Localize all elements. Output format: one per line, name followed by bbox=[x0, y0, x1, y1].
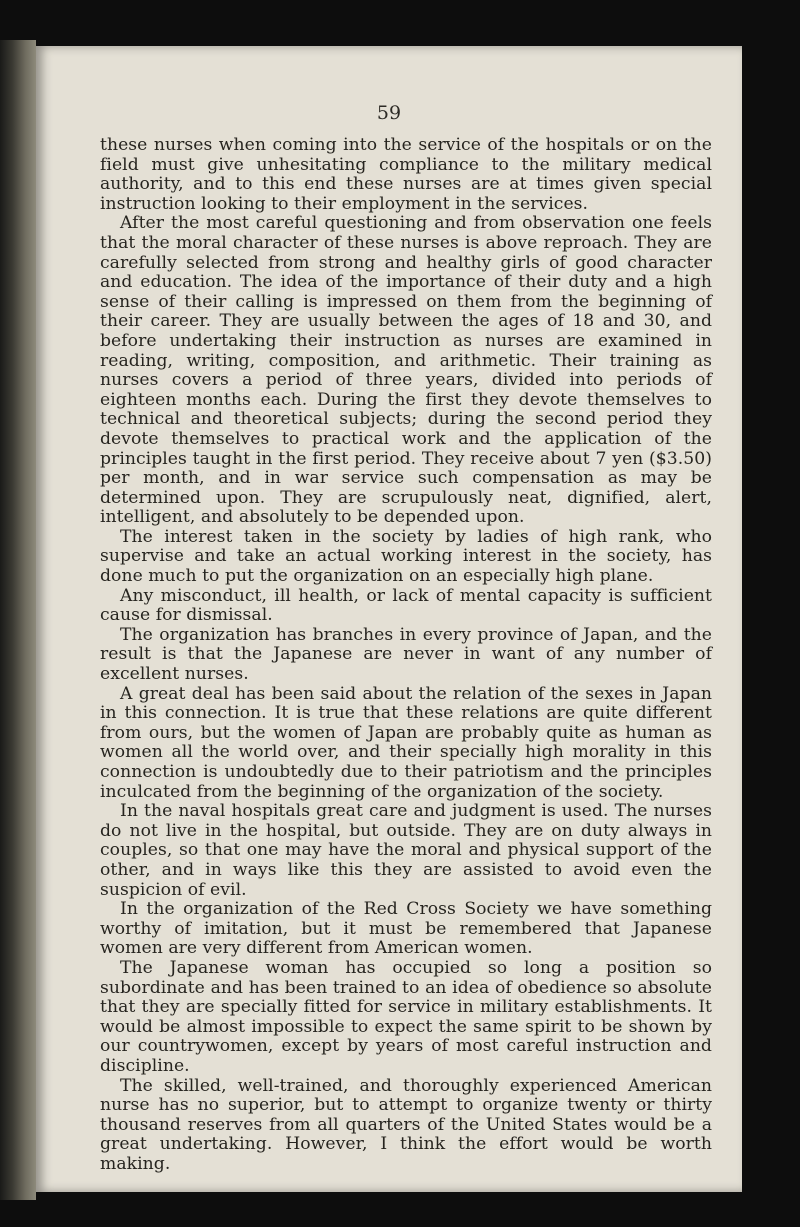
paragraph-1: these nurses when coming into the service of the hospitals or on the field must give unhesitating compliance to the military medical authority, and to this end these nurses are at times given special instruction looking to their employment in the services. bbox=[100, 135, 712, 214]
paragraph-4: Any misconduct, ill health, or lack of mental capacity is sufficient cause for dismissal. bbox=[100, 585, 712, 626]
paragraph-2: After the most careful questioning and from observation one feels that the moral character of these nurses is above reproach. They are carefully selected from strong and healthy girls of good character and education. The idea of the importance of their duty and a high sense of their calling is impressed on them from the beginning of their career. They are usually between the ages of 18 and 30, and before undertaking their instruction as nurses are examined in reading, writing, composition, and arithmetic. Their training as nurses covers a period of three years, divided into periods of eighteen months each. During the first they devote themselves to technical and theoretical subjects; during the second period they devote themselves to practical work and the application of the principles taught in the first period. They receive about 7 yen ($3.50) per month, and in war service such compensation as may be determined upon. They are scrupulously neat, dignified, alert, intelligent, and absolutely to be depended upon. bbox=[100, 213, 712, 528]
page-body-text bbox=[100, 136, 712, 1174]
paragraph-6: A great deal has been said about the relation of the sexes in Japan in this connection. It is true that these relations are quite different from ours, but the women of Japan are probably quite as human as women all the world over, and their specially high morality in this connection is undoubtedly due to their patriotism and the principles inculcated from the beginning of the organization of the society. bbox=[100, 683, 712, 802]
page-number: 59 bbox=[376, 102, 402, 124]
paragraph-10: The skilled, well-trained, and thoroughly experienced American nurse has no superior, but to attempt to organize twenty or thirty thousand reserves from all quarters of the United States would be a great undertaking. However, I think the effort would be worth making. bbox=[100, 1075, 712, 1174]
paragraph-3: The interest taken in the society by ladies of high rank, who supervise and take an actual working interest in the society, has done much to put the organization on an especially high plane. bbox=[100, 526, 712, 587]
paragraph-7: In the naval hospitals great care and judgment is used. The nurses do not live in the hospital, but outside. They are on duty always in couples, so that one may have the moral and physical support of the other, and in ways like this they are assisted to avoid even the suspicion of evil. bbox=[100, 801, 712, 900]
book-binding-edge bbox=[0, 40, 36, 1200]
paragraph-9: The Japanese woman has occupied so long a position so subordinate and has been trained to an idea of obedience so absolute that they are specially fitted for service in military establishments. It would be almost impossible to expect the same spirit to be shown by our countrywomen, except by years of most careful instruction and discipline. bbox=[100, 957, 712, 1076]
book-page bbox=[36, 46, 742, 1192]
paragraph-8: In the organization of the Red Cross Society we have something worthy of imitation, but it must be remembered that Japanese women are very different from American women. bbox=[100, 899, 712, 959]
paragraph-5: The organization has branches in every province of Japan, and the result is that the Japanese are never in want of any number of excellent nurses. bbox=[100, 624, 712, 685]
